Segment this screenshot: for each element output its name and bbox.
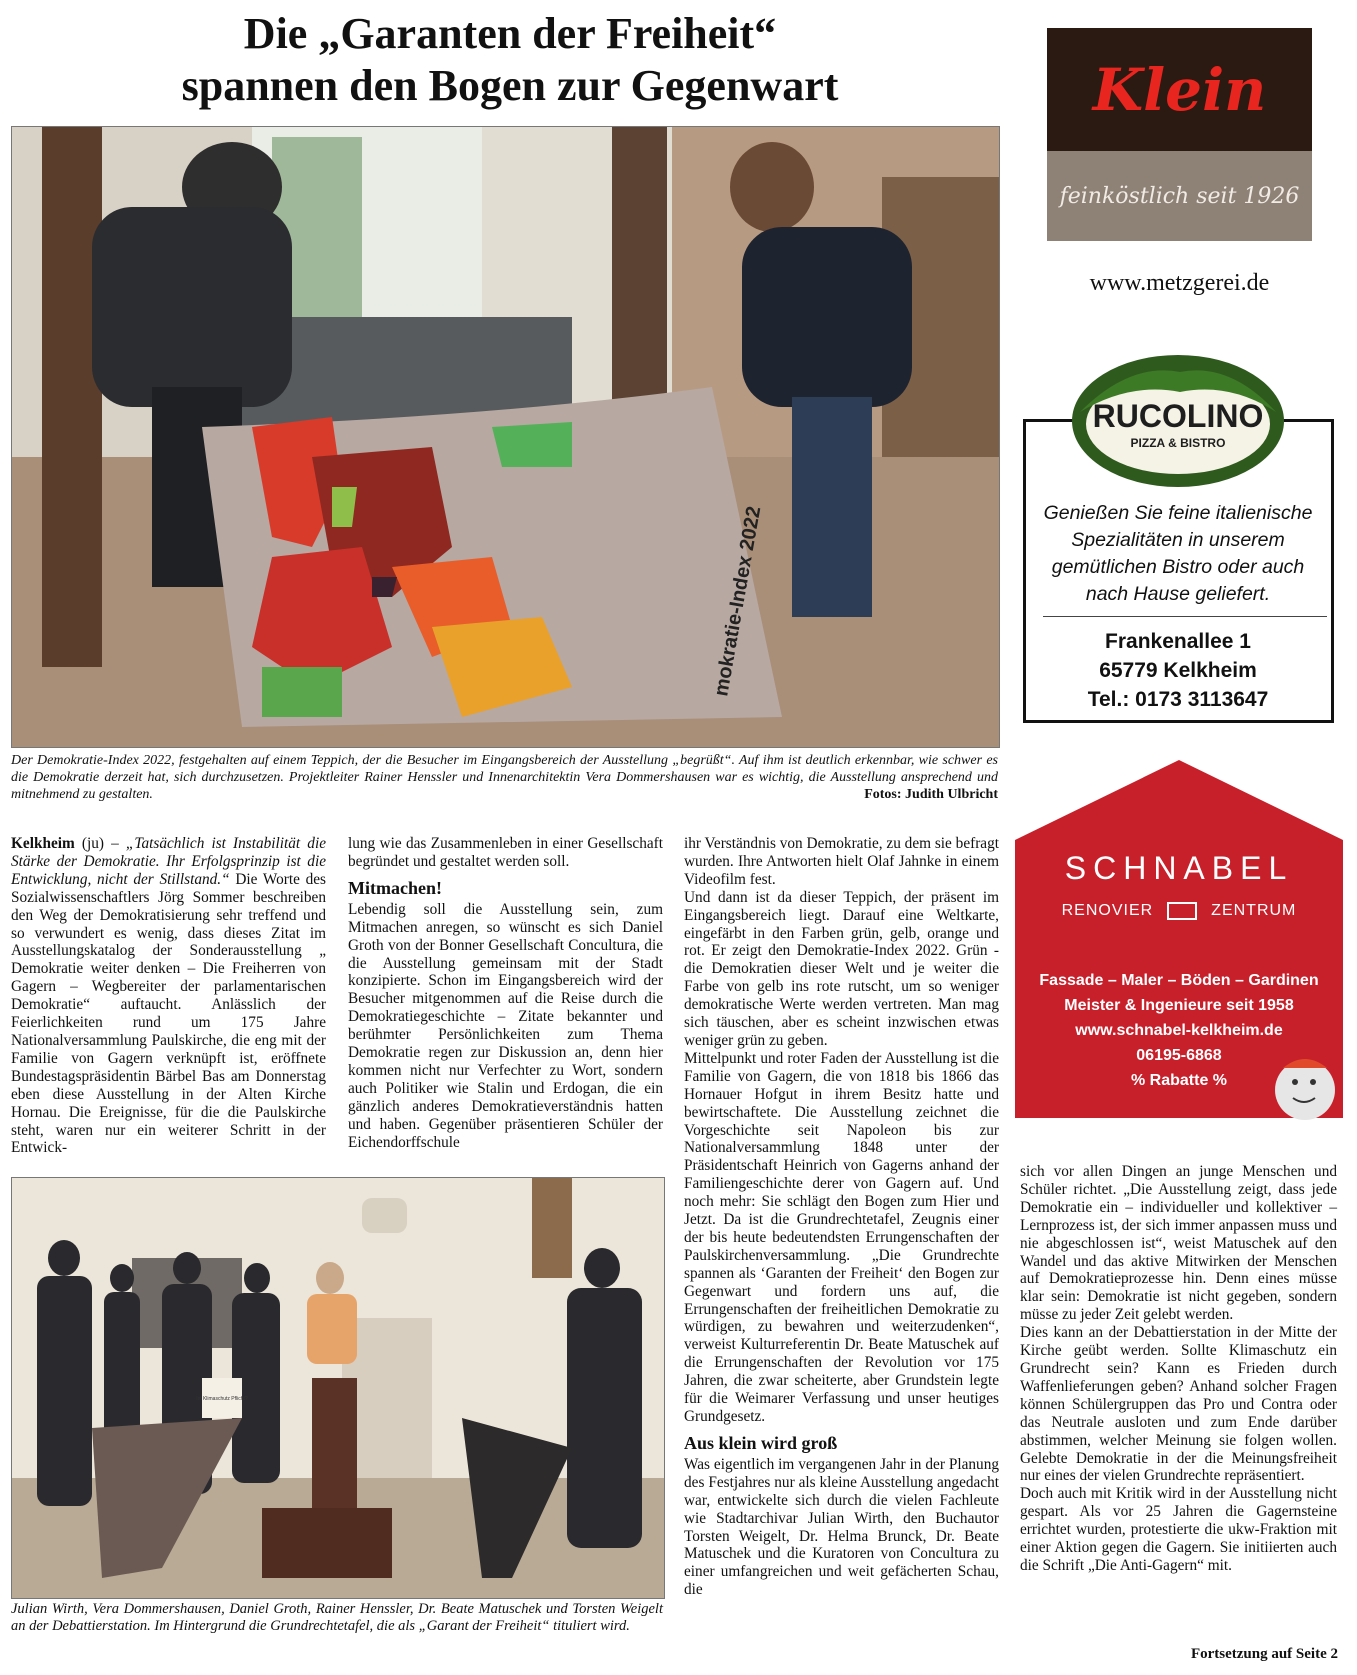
paragraph: Mittelpunkt und roter Faden der Ausstellung ist die Familie von Gagern, die von 1818 bis 1866 das Hornauer Hofgut in ihrem Besitz hatte und bewirtschaftete. Die Ausstellung zeichnet die Vorgeschichte seit Napoleon bis zur Nationalversammlung 1848 unter der Präsidentschaft Heinrich von Gagerns anhand der Familiengeschichte derer von Gagern auf. Und noch mehr: Sie schlägt den Bogen zum Hier und Jetzt. Da ist die Grundrechtetafel, Zeugnis einer der bis heute bedeutendsten Errungenschaften der Paulskirchenversammlung. „Die Grundrechte spannen als ‘Garanten der Freiheit‘ den Bogen zur Gegenwart und fordern uns auf, die Errungenschaften der freiheitlichen Demokratie zu würdigen, zu bewahren und weiterzudenken“, verweist Kulturreferentin Dr. Beate Matuschek auf die Errungenschaften der Revolution vor 175 Jahren, die zwar scheiterte, aber Grundstein legte für die Weimarer Verfassung und unser heutiges Grundgesetz. (684, 1049, 999, 1425)
klein-tagline-box (1047, 151, 1312, 241)
debate-sign-text: Ist Klimaschutz Pflicht? (196, 1396, 248, 1402)
schnabel-sub-right: ZENTRUM (1211, 902, 1297, 919)
rug-index-text: mokratie-Index 2022 (710, 504, 766, 698)
schnabel-sub (1015, 902, 1343, 920)
rucolino-phone[interactable]: Tel.: 0173 3113647 (1087, 688, 1269, 711)
rucolino-logo (1070, 352, 1286, 490)
klein-logo-box (1047, 28, 1312, 151)
schnabel-line-5: % Rabatte % (1130, 1072, 1228, 1089)
paragraph: lung wie das Zusammenleben in einer Gesellschaft begründet und gestaltet werden soll. (348, 835, 663, 870)
rucolino-street: Frankenallee 1 (1105, 630, 1251, 653)
klein-brand: Klein (1092, 55, 1267, 124)
schnabel-line-1: Fassade – Maler – Böden – Gardinen (1039, 972, 1319, 989)
headline-line-1: Die „Garanten der Freiheit“ (243, 9, 777, 58)
continuation-note (1080, 1646, 1338, 1663)
rug-photo (11, 126, 1000, 748)
paragraph: Doch auch mit Kritik wird in der Ausstellung nicht gespart. Als vor 25 Jahren die Gagernsteine errichtet wurden, protestierte die ukw-Fraktion mit einer Aktion gegen die Gagern. Sie initiierten auch die Schrift „Die Anti-Gagern“ mit. (1020, 1485, 1337, 1574)
debate-photo-caption (11, 1601, 663, 1635)
rucolino-city: 65779 Kelkheim (1099, 659, 1257, 682)
article-column-2 (348, 835, 663, 1152)
subheading-aus-klein-wird-gross: Aus klein wird groß (684, 1432, 838, 1453)
paragraph: ihr Verständnis von Demokratie, zu dem sie befragt wurden. Ihre Antworten hielt Olaf Jahnke in einem Videofilm fest. (684, 835, 999, 888)
subheading-mitmachen: Mitmachen! (348, 877, 442, 898)
paragraph: Lebendig soll die Ausstellung sein, zum Mitmachen anregen, so wünscht es sich Daniel Groth von der Bonner Gesellschaft Concultura, die die Ausstellung gemeinsam mit der Stadt konzipierte. Schon im Eingangsbereich wird der Besucher mitgenommen auf die Reise durch die Demokratiegeschichte – Zitate bekannter und berühmter Persönlichkeiten zum Thema Demokratie regen zur Diskussion an, denn hier kommen nicht nur Verfechter zu Wort, sondern auch Politiker wie Stalin und Erdogan, die ein gänzlich anderes Demokratieverständnis hatten und haben. Gegenüber präsentieren Schüler der Eichendorffschule (348, 900, 663, 1151)
rug-photo-illustration (12, 127, 999, 747)
schnabel-sub-left: RENOVIER (1061, 902, 1154, 919)
schnabel-line-3[interactable]: www.schnabel-kelkheim.de (1075, 1022, 1283, 1039)
dateline-agency: (ju) – (74, 835, 126, 852)
schnabel-brand: SCHNABEL (1064, 850, 1294, 886)
rucolino-text: Genießen Sie feine italienische Spezialitäten in unserem gemütlichen Bistro oder auch nach Hause geliefert. (1043, 502, 1313, 605)
rucolino-brand: RUCOLINO (1092, 398, 1264, 434)
rucolino-sub: PIZZA & BISTRO (1130, 436, 1226, 450)
continuation-text: Fortsetzung auf Seite 2 (1190, 1646, 1338, 1662)
dateline-place: Kelkheim (11, 835, 75, 852)
article-column-4 (1020, 1163, 1337, 1575)
paragraph: Dies kann an der Debattierstation in der Mitte der Kirche geübt werden. Sollte Klimaschutz ein Grundrecht sein? Kann es Frieden durch Waffenlieferungen geben? Anhand solcher Fragen können Schülergruppen das Pro und Contra oder das Neutrale ausloten und zum Ende darüber abstimmen, welcher Meinung sie folgen wollen. Gelebte Demokratie in der die Meinungsfreiheit nur eines der vielen Grundrechte repräsentiert. (1020, 1324, 1337, 1485)
ad-klein[interactable] (1047, 28, 1312, 241)
house-icon (1167, 902, 1197, 920)
headline (60, 8, 960, 112)
rug-caption-text: Der Demokratie-Index 2022, festgehalten auf einem Teppich, der die Besucher im Eingangsbereich der Ausstellung „begrüßt“. Auf ihm ist deutlich erkennbar, wie schwer es die Demokratie derzeit hat, sich durchzusetzen. Projektleiter Rainer Henssler und Innenarchitektin Vera Dommershausen war es wichtig, die Ausstellung ansprechend und mitnehmend zu gestalten. (11, 753, 998, 802)
paragraph: Und dann ist da dieser Teppich, der präsent im Eingangsbereich liegt. Darauf eine Weltkarte, eingefärbt in den Farben grün, gelb, orange und rot. Er zeigt den Demokratie-Index 2022. Grün - die Demokratien dieser Welt und je weiter die Farbe von gelb ins rote rutscht, um so weniger demokratische Werte werden vertreten. Man mag sich täuschen, aber es scheint inzwischen etwas weniger grün zu geben. (684, 888, 999, 1049)
article-column-3 (684, 835, 999, 1599)
paragraph: Was eigentlich im vergangenen Jahr in der Planung des Festjahres nur als kleine Ausstellung angedacht war, entwickelte sich durch die vielen Fachleute wie Stadtarchivar Julian Wirth, den Buchautor Torsten Weigelt, Dr. Helma Brunck, Dr. Beate Matuschek und die Kuratoren von Concultura zu einer umfangreichen und weit gefächerten Schau, die (684, 1455, 999, 1599)
debate-photo-illustration (12, 1178, 664, 1598)
lead-quote: „Tatsächlich ist Instabilität die Stärke der Demokratie. Ihr Erfolgsprinzip ist die Entwicklung, nicht der Stillstand.“ (11, 835, 326, 888)
article-column-1 (11, 835, 326, 1157)
schnabel-line-4[interactable]: 06195-6868 (1136, 1047, 1222, 1064)
klein-tagline: feinköstlich seit 1926 (1059, 183, 1300, 209)
headline-line-2: spannen den Bogen zur Gegenwart (181, 61, 839, 110)
lead-text: Die Worte des Sozialwissenschaftlers Jörg Sommer beschreiben den Weg der Demokratisierung sehr treffend und so verwundert es wenig, dass dieses Zitat im Ausstellungskatalog der Sonderausstellung „ Demokratie weiter denken – Die Freiherren von Gagern – Wegbereiter der parlamentarischen Demokratie“ auftaucht. Anlässlich der Feierlichkeiten rund um 175 Jahre Nationalversammlung Paulskirche, die eng mit der Familie von Gagern verknüpft ist, eröffnete Bundestagspräsidentin Bärbel Bas am Donnerstag eben diese Ausstellung in der Alten Kirche Hornau. Die Ereignisse, für die die Paulskirche steht, waren nur ein weiterer Schritt in der Entwick- (11, 870, 327, 1157)
photo-credit: Fotos: Judith Ulbricht (864, 787, 998, 802)
schnabel-text (1015, 968, 1343, 1093)
schnabel-line-2: Meister & Ingenieure seit 1958 (1064, 997, 1294, 1014)
ad-schnabel[interactable] (1015, 760, 1343, 1135)
rucolino-divider (1043, 616, 1327, 617)
debate-caption-text: Julian Wirth, Vera Dommershausen, Daniel Groth, Rainer Henssler, Dr. Beate Matuschek und Torsten Weigelt an der Debattierstation. Im Hintergrund die Grundrechtetafel, die als „Garant der Freiheit“ tituliert wird. (11, 1601, 663, 1634)
rug-photo-caption (11, 752, 998, 803)
paragraph: sich vor allen Dingen an junge Menschen und Schüler richtet. „Die Ausstellung zeigt, dass jede Demokratie ein – individueller und kollektiver – Lernprozess ist, der sich immer anpassen muss und nie abgeschlossen ist“, weist Matuschek auf den Wandel und das aktive Mitwirken der Menschen auf Demokratieprozesse hin. Denn eines müsse klar sein: Demokratie ist nicht gegeben, sondern müsse zu jeder Zeit gelebt werden. (1020, 1163, 1337, 1324)
klein-url[interactable]: www.metzgerei.de (1089, 270, 1270, 296)
debate-station-photo (11, 1177, 665, 1599)
rucolino-address (1030, 627, 1326, 714)
